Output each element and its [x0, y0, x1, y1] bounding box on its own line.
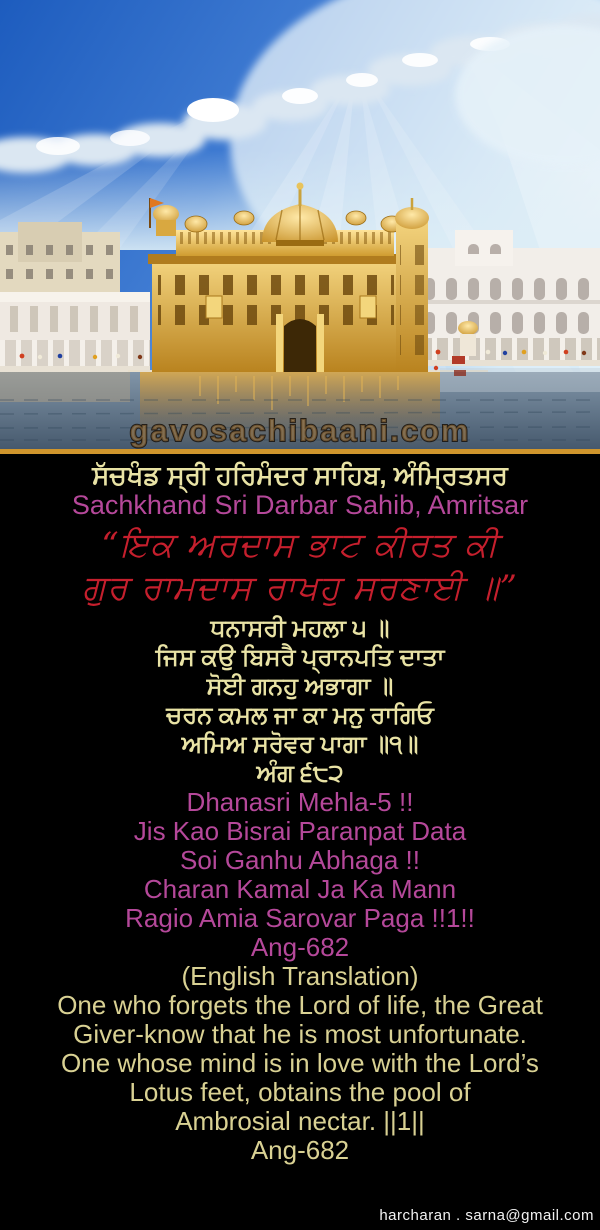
- transliteration-line: Jis Kao Bisrai Paranpat Data: [133, 816, 467, 846]
- translation-line: Ambrosial nectar. ||1||: [175, 1106, 425, 1136]
- quote-line: ਗੁਰ ਰਾਮਦਾਸ ਰਾਖਹੁ ਸਰਣਾਈ ॥”: [82, 568, 518, 608]
- red-signboard: [452, 356, 465, 364]
- transliteration-line: Soi Ganhu Abhaga !!: [180, 845, 420, 875]
- watermark-text: gavosachibaani.com: [129, 413, 471, 448]
- golden-temple-photo: [0, 0, 600, 449]
- shabad-line: ਚਰਨ ਕਮਲ ਜਾ ਕਾ ਮਨੁ ਰਾਗਿਓ: [166, 702, 434, 729]
- gold-pavilion: [458, 321, 478, 335]
- shabad-ang: ਅੰਗ ੬੮੨: [256, 760, 344, 787]
- shabad-body: [0, 614, 600, 1165]
- transliteration-line: Charan Kamal Ja Ka Mann: [143, 874, 457, 904]
- shabad-line: ਜਿਸ ਕਉ ਬਿਸਰੈ ਪ੍ਰਾਨਪਤਿ ਦਾਤਾ: [155, 644, 445, 671]
- translation-line: Lotus feet, obtains the pool of: [129, 1077, 471, 1107]
- translation-ang: Ang-682: [250, 1135, 350, 1165]
- ardas-quote: [0, 524, 600, 610]
- golden-temple-illustration: [0, 0, 600, 449]
- english-title: Sachkhand Sri Darbar Sahib, Amritsar: [71, 490, 529, 520]
- email-credit: harcharan . sarna@gmail.com: [379, 1207, 594, 1224]
- shabad-line: ਸੋਈ ਗਨਹੁ ਅਭਾਗਾ ॥: [206, 673, 394, 700]
- shabad-line: ਅਮਿਅ ਸਰੋਵਰ ਪਾਗਾ ॥੧॥: [181, 731, 419, 758]
- gurmukhi-title: ਸੱਚਖੰਡ ਸ੍ਰੀ ਹਰਿਮੰਦਰ ਸਾਹਿਬ, ਅੰਮ੍ਰਿਤਸਰ: [92, 460, 508, 490]
- transliteration-line: Ragio Amia Sarovar Paga !!1!!: [125, 903, 475, 933]
- right-buildings: [420, 230, 600, 366]
- shabad-line: ਧਨਾਸਰੀ ਮਹਲਾ ੫ ॥: [210, 615, 390, 642]
- translation-line: One whose mind is in love with the Lord’s: [61, 1048, 539, 1078]
- quote-line: “ਇਕ ਅਰਦਾਸ ਭਾਟ ਕੀਰਤ ਕੀ: [101, 525, 499, 565]
- transliteration-line: Dhanasri Mehla-5 !!: [186, 787, 414, 817]
- translation-line: Giver-know that he is most unfortunate.: [73, 1019, 527, 1049]
- transliteration-ang: Ang-682: [250, 932, 350, 962]
- translation-line: One who forgets the Lord of life, the Great: [57, 990, 543, 1020]
- translation-heading: (English Translation): [181, 961, 419, 991]
- verse-text-block: [0, 454, 600, 1165]
